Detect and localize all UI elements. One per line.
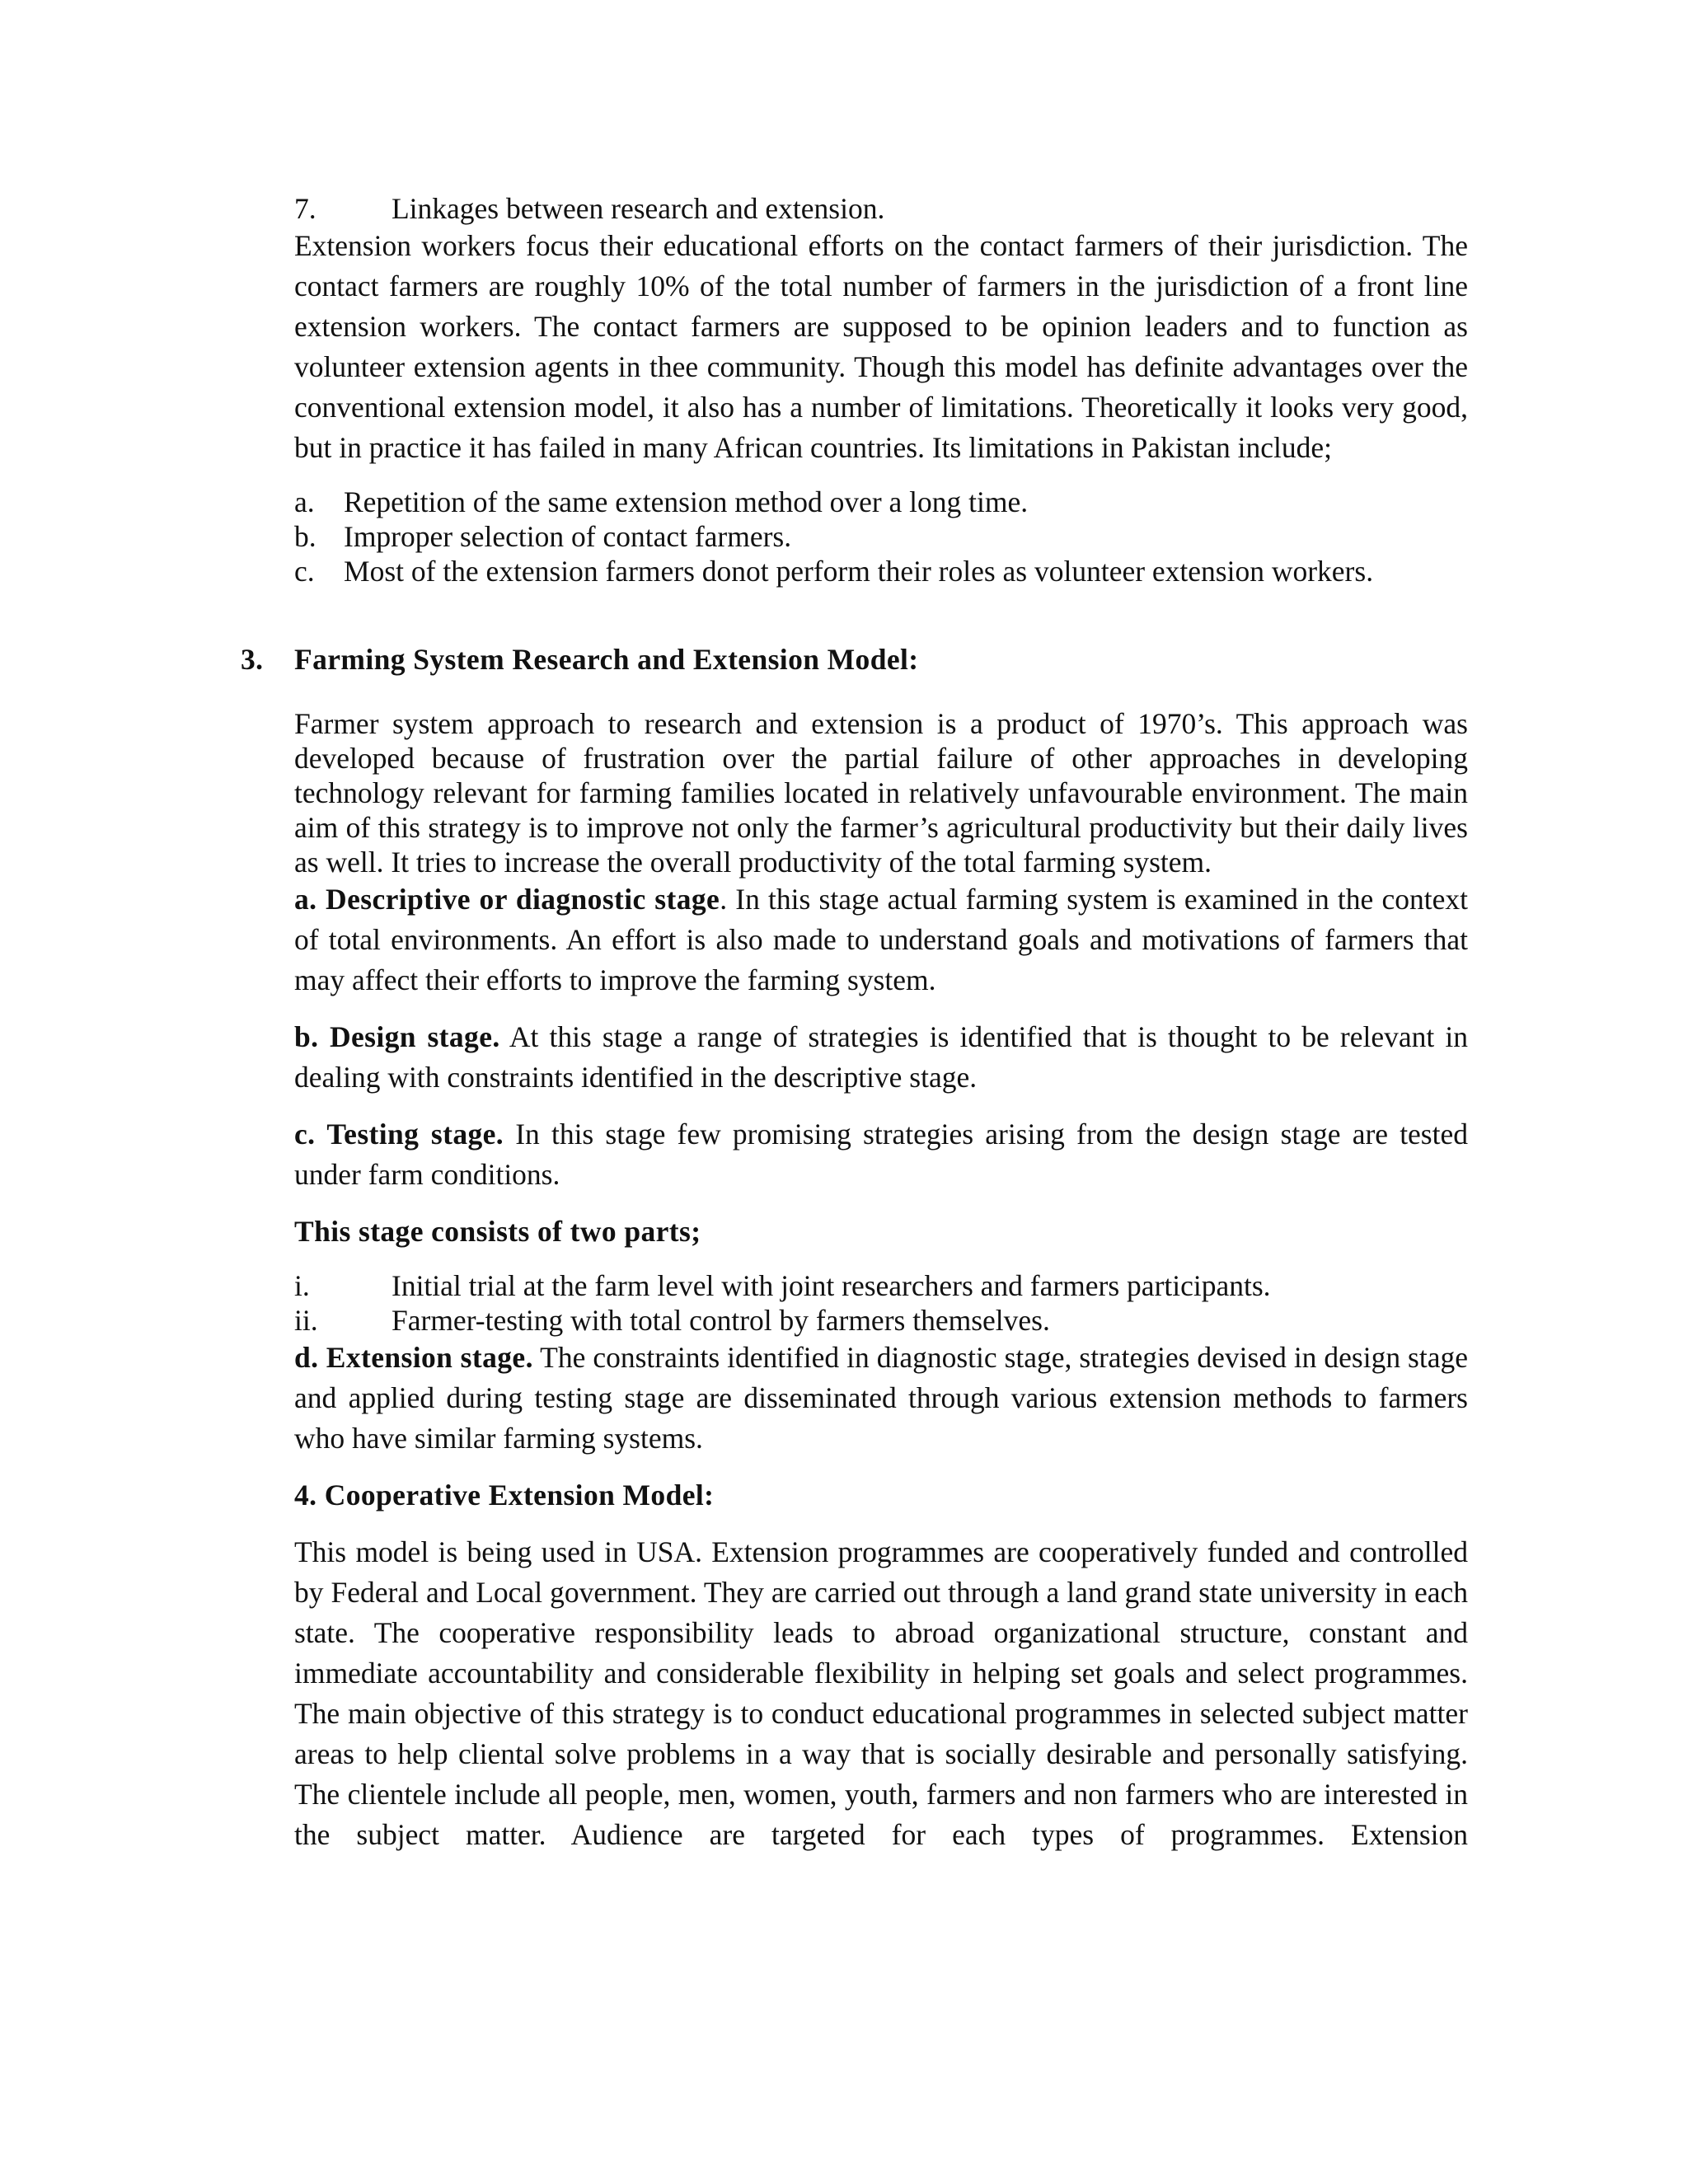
list-item [294,1303,1468,1338]
section-3-heading [241,640,1468,680]
section-number: 3. [241,643,264,676]
section-title: Farming System Research and Extension Model: [294,643,919,676]
section-4-paragraph: This model is being used in USA. Extension programmes are cooperatively funded and controlled by Federal and Local government. They are carried out through a land grand state university in each state. The cooperative responsibility leads to abroad organizational structure, constant and immediate accountability and considerable flexibility in helping set goals and select programmes. The main objective of this strategy is to conduct educational programmes in selected subject matter areas to help cliental solve problems in a way that is socially desirable and personally satisfying. The clientele include all people, men, women, youth, farmers and non farmers who are interested in the subject matter. Audience are targeted for each types of programmes. Extension [294,1535,1468,1851]
list-item-7 [294,191,1468,226]
stage-a-paragraph [294,879,1468,1001]
list-text: Initial trial at the farm level with joint researchers and farmers participants. [392,1269,1271,1302]
stage-c-label: c. Testing stage. [294,1118,504,1151]
stage-c-text: In this stage few promising strategies arising from the design stage are tested under farm conditions. [294,1118,1468,1191]
parts-heading: This stage consists of two parts; [294,1215,701,1248]
list-item [294,485,1468,519]
list-item-number: 7. [294,192,316,225]
stage-b-paragraph [294,1017,1468,1098]
stage-d-paragraph [294,1338,1468,1459]
limitations-list [294,485,1468,588]
list-text: Farmer-testing with total control by farmers themselves. [392,1304,1050,1337]
stage-a-label: a. Descriptive or diagnostic stage [294,883,720,916]
list-text: Repetition of the same extension method over a long time. [344,485,1029,518]
list-marker: ii. [294,1304,318,1337]
stage-a-text: . In this stage actual farming system is examined in the context of total environments. An effort is also made to understand goals and motivations of farmers that may affect their efforts to improve the farming system. [294,883,1468,996]
stage-b-text: At this stage a range of strategies is identified that is thought to be relevant in dealing with constraints identified in the descriptive stage. [294,1020,1468,1094]
section-3-intro: Farmer system approach to research and extension is a product of 1970’s. This approach was developed because of frustration over the partial failure of other approaches in developing technology relevant for farming families located in relatively unfavourable environment. The main aim of this strategy is to improve not only the farmer’s agricultural productivity but their daily lives as well. It tries to increase the overall productivity of the total farming system. [294,707,1468,879]
list-marker: b. [294,520,316,553]
stage-c-paragraph [294,1114,1468,1195]
list-item [294,1268,1468,1303]
paragraph-contact-farmers: Extension workers focus their educational efforts on the contact farmers of their jurisdiction. The contact farmers are roughly 10% of the total number of farmers in the jurisdiction of a front line extension workers. The contact farmers are supposed to be opinion leaders and to function as volunteer extension agents in thee community. Though this model has definite advantages over the conventional extension model, it also has a number of limitations. Theoretically it looks very good, but in practice it has failed in many African countries. Its limitations in Pakistan include; [294,229,1468,464]
list-marker: a. [294,485,315,518]
parts-list [294,1268,1468,1338]
list-text: Improper selection of contact farmers. [344,520,792,553]
list-item [294,554,1468,588]
stage-d-label: d. Extension stage. [294,1341,533,1374]
list-text: Most of the extension farmers donot perform their roles as volunteer extension workers. [344,555,1374,588]
document-page [241,191,1468,1855]
stage-d-text: The constraints identified in diagnostic stage, strategies devised in design stage and applied during testing stage are disseminated through various extension methods to farmers who have similar farming systems. [294,1341,1468,1455]
list-item [294,519,1468,554]
list-marker: i. [294,1269,310,1302]
section-4-heading: 4. Cooperative Extension Model: [294,1479,715,1511]
list-marker: c. [294,555,315,588]
stage-b-label: b. Design stage. [294,1020,500,1053]
list-item-text: Linkages between research and extension. [392,192,885,225]
